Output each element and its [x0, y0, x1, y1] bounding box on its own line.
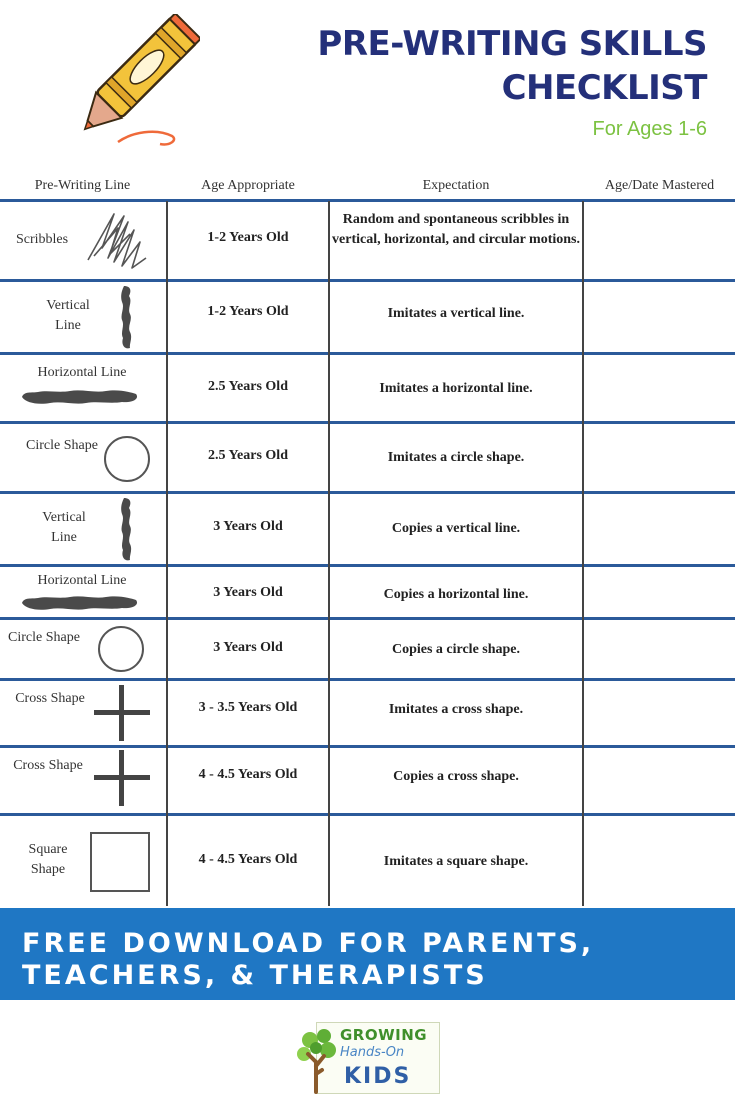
age-value: 3 Years Old [213, 519, 283, 534]
expectation-text: Imitates a square shape. [383, 854, 529, 869]
expectation-text: Imitates a vertical line. [387, 306, 525, 321]
title-line-1: PRE-WRITING SKILLS [317, 24, 707, 64]
logo-word-hands-on: Hands-On [340, 1045, 405, 1060]
age-value: 1-2 Years Old [207, 304, 289, 319]
line-label: Vertical Line [46, 298, 90, 333]
checklist-table [0, 170, 735, 908]
table-row [0, 816, 735, 906]
expectation-text: Random and spontaneous scribbles in vertical, horizontal, and circular motions. [332, 212, 580, 247]
cross-icon [94, 685, 150, 741]
line-label: Cross Shape [15, 691, 85, 706]
table-row [0, 620, 735, 678]
title-line-2: CHECKLIST [501, 68, 707, 108]
line-label: Cross Shape [13, 758, 83, 773]
horizontal-line-icon [18, 593, 140, 613]
age-value: 4 - 4.5 Years Old [198, 767, 298, 782]
age-value: 3 Years Old [213, 640, 283, 655]
age-value: 2.5 Years Old [208, 379, 288, 394]
expectation-text: Copies a vertical line. [391, 521, 521, 536]
brand-logo [296, 1020, 440, 1096]
expectation-text: Imitates a cross shape. [388, 702, 524, 717]
line-label: Horizontal Line [37, 573, 127, 588]
circle-icon [102, 434, 152, 484]
line-label: Square Shape [28, 842, 68, 877]
expectation-text: Copies a horizontal line. [383, 587, 529, 602]
expectation-text: Copies a circle shape. [391, 642, 521, 657]
vertical-line-icon [118, 284, 136, 350]
line-label: Circle Shape [8, 630, 80, 645]
page-title [317, 22, 707, 110]
line-label: Horizontal Line [37, 365, 127, 380]
line-label: Circle Shape [26, 438, 98, 453]
column-header-line: Pre-Writing Line [34, 178, 131, 193]
column-header-expectation: Expectation [422, 178, 490, 193]
table-row [0, 424, 735, 491]
circle-icon [96, 624, 146, 674]
logo-word-growing: GROWING [340, 1026, 428, 1044]
expectation-text: Copies a cross shape. [393, 769, 519, 784]
download-banner [0, 908, 735, 1000]
table-row [0, 202, 735, 279]
age-value: 3 Years Old [213, 585, 283, 600]
table-row [0, 748, 735, 813]
square-icon [90, 832, 150, 892]
column-header-age: Age Appropriate [201, 178, 295, 193]
table-row [0, 681, 735, 745]
age-value: 2.5 Years Old [208, 448, 288, 463]
age-value: 4 - 4.5 Years Old [198, 852, 298, 867]
age-value: 3 - 3.5 Years Old [198, 700, 298, 715]
line-label: Scribbles [15, 232, 69, 247]
banner-line-2: TEACHERS, & THERAPISTS [22, 960, 488, 991]
table-row [0, 355, 735, 421]
table-row [0, 567, 735, 617]
age-value: 1-2 Years Old [207, 230, 289, 245]
table-row [0, 282, 735, 352]
banner-line-1: FREE DOWNLOAD FOR PARENTS, [22, 928, 595, 959]
scribble-icon [84, 208, 150, 272]
vertical-line-icon [118, 496, 136, 562]
column-header-mastered: Age/Date Mastered [604, 178, 715, 193]
crayon-icon [60, 14, 200, 159]
table-row [0, 494, 735, 564]
cross-icon [94, 750, 150, 806]
logo-word-kids: KIDS [344, 1064, 412, 1089]
expectation-text: Imitates a horizontal line. [379, 381, 533, 396]
subtitle: For Ages 1-6 [592, 118, 707, 140]
horizontal-line-icon [18, 387, 140, 407]
expectation-text: Imitates a circle shape. [387, 450, 525, 465]
tree-icon [296, 1026, 342, 1094]
line-label: Vertical Line [42, 510, 86, 545]
